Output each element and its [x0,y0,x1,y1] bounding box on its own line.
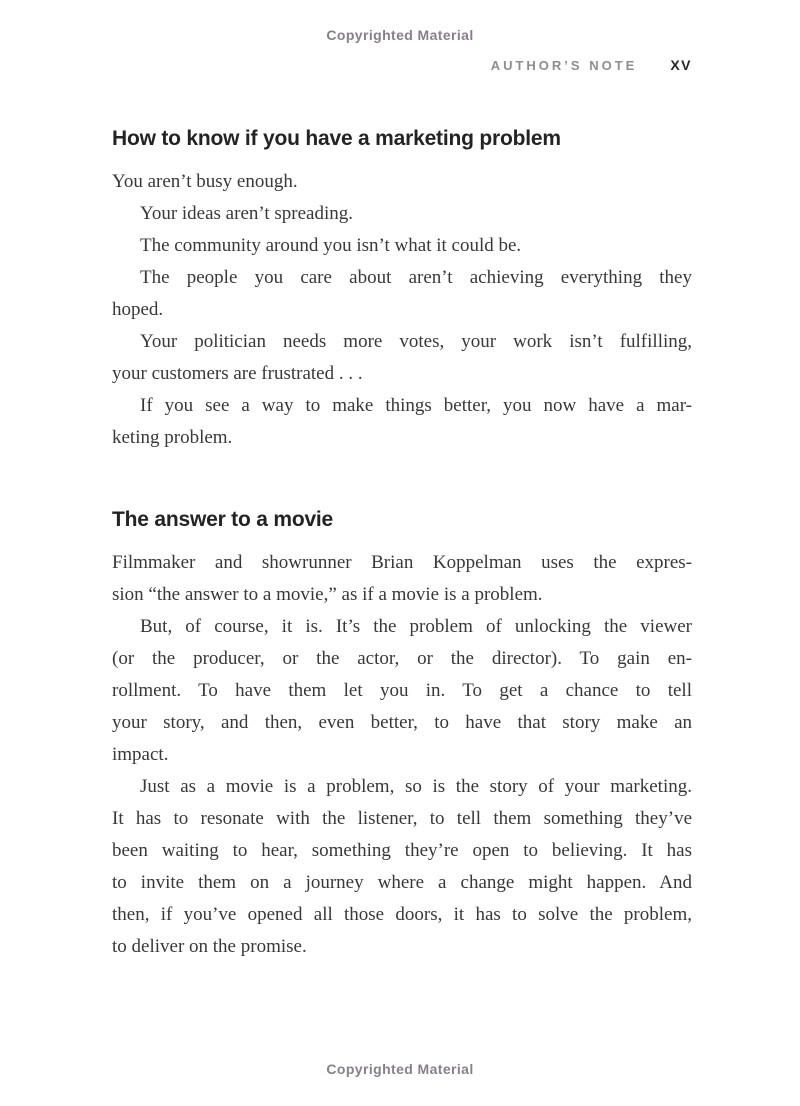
section-heading: The answer to a movie [112,508,334,531]
page-number: XV [670,57,692,73]
body-line: rollment. To have them let you in. To get a chance to tell [112,680,692,701]
body-line: your story, and then, even better, to have that story make an [112,712,692,733]
body-line: But, of course, it is. It’s the problem of unlocking the viewer [140,616,692,637]
body-line: sion “the answer to a movie,” as if a movie is a problem. [112,584,543,605]
body-line: Your politician needs more votes, your work isn’t fulfilling, [140,331,692,352]
running-head-label: AUTHOR’S NOTE [490,58,638,73]
body-line: (or the producer, or the actor, or the director). To gain en- [112,648,692,669]
body-line: You aren’t busy enough. [112,171,298,192]
body-line: then, if you’ve opened all those doors, it has to solve the problem, [112,904,692,925]
body-line: to invite them on a journey where a change might happen. And [112,872,692,893]
page-content [112,127,692,963]
body-line: impact. [112,744,169,765]
body-line: hoped. [112,299,164,320]
body-line: your customers are frustrated . . . [112,363,363,384]
section-heading: How to know if you have a marketing problem [112,127,561,150]
copyright-notice-bottom: Copyrighted Material [326,1061,474,1077]
body-line: It has to resonate with the listener, to tell them something they’ve [112,808,692,829]
body-line: been waiting to hear, something they’re open to believing. It has [112,840,692,861]
body-line: Filmmaker and showrunner Brian Koppelman uses the expres- [112,552,692,573]
body-line: The community around you isn’t what it could be. [140,235,522,256]
copyright-notice-top: Copyrighted Material [326,27,474,43]
running-head [491,57,692,73]
body-line: Just as a movie is a problem, so is the story of your marketing. [140,776,692,797]
body-line: The people you care about aren’t achieving everything they [140,267,692,288]
body-line: Your ideas aren’t spreading. [140,203,354,224]
body-line: to deliver on the promise. [112,936,307,957]
body-line: If you see a way to make things better, you now have a mar- [140,395,692,416]
body-line: keting problem. [112,427,233,448]
